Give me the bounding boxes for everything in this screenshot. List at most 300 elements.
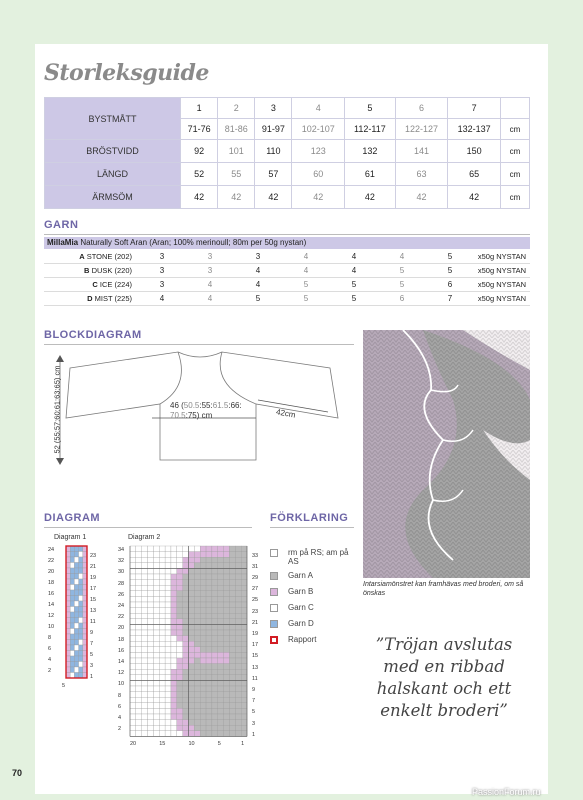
chart-cell	[200, 731, 206, 737]
row-number: 1	[252, 731, 256, 738]
chart-cell	[130, 624, 136, 630]
chart-cell	[241, 552, 247, 558]
chart-cell	[189, 636, 195, 642]
chart-cell	[200, 647, 206, 653]
yarn-name: STONE (202)	[86, 252, 132, 261]
yarn-brand: MillaMia	[47, 238, 79, 247]
chart-cell	[130, 708, 136, 714]
chart-cell	[241, 568, 247, 574]
row-number: 8	[48, 635, 52, 641]
chart-cell	[148, 563, 154, 569]
chart-cell	[177, 563, 183, 569]
chart-cell	[79, 618, 83, 624]
chart-cell	[79, 568, 83, 574]
chart-cell	[235, 574, 241, 580]
chart-cell	[229, 630, 235, 636]
chart-cell	[241, 591, 247, 597]
chart-cell	[235, 692, 241, 698]
chart-cell	[183, 630, 189, 636]
chart-cell	[171, 585, 177, 591]
cell: 5	[378, 264, 426, 278]
chart-cell	[212, 652, 218, 658]
chart-cell	[194, 731, 200, 737]
cell: 6	[378, 292, 426, 306]
chart-cell	[159, 602, 165, 608]
blockdiagram-heading: BLOCKDIAGRAM	[44, 329, 142, 341]
chart-cell	[130, 591, 136, 597]
cell: 110	[255, 140, 292, 163]
cell: 60	[292, 163, 345, 186]
chart-cell	[70, 585, 74, 591]
chart-cell	[235, 596, 241, 602]
chart-cell	[79, 579, 83, 585]
chart-cell	[235, 552, 241, 558]
chart-cell	[153, 568, 159, 574]
chart-cell	[70, 574, 74, 580]
chart-cell	[194, 585, 200, 591]
chart-cell	[130, 680, 136, 686]
chart-cell	[235, 613, 241, 619]
row-number: 8	[118, 692, 122, 699]
chart-cell	[148, 658, 154, 664]
chart-cell	[130, 731, 136, 737]
chart-cell	[142, 720, 148, 726]
chart-cell	[142, 608, 148, 614]
chart-cell	[224, 680, 230, 686]
yarn-description: Naturally Soft Aran (Aran; 100% merinoull; 80m per 50g nystan)	[80, 238, 307, 247]
yarn-code: A	[79, 252, 85, 261]
chart-cell	[153, 664, 159, 670]
chart-cell	[194, 557, 200, 563]
chart-cell	[165, 652, 171, 658]
row-number: 16	[118, 647, 125, 654]
chart-cell	[241, 624, 247, 630]
chart-cell	[142, 731, 148, 737]
col-number: 20	[130, 741, 137, 748]
chart-cell	[224, 636, 230, 642]
chart-cell	[212, 641, 218, 647]
chart-cell	[74, 629, 78, 635]
chart-cell	[79, 629, 83, 635]
chart-cell	[212, 602, 218, 608]
row-number: 17	[90, 585, 97, 592]
chart-cell	[206, 552, 212, 558]
chart-cell	[200, 725, 206, 731]
chart-cell	[159, 731, 165, 737]
chart-cell	[224, 602, 230, 608]
chart-cell	[159, 714, 165, 720]
chart-cell	[153, 636, 159, 642]
chart-cell	[212, 731, 218, 737]
chart-cell	[200, 652, 206, 658]
chart-cell	[229, 636, 235, 642]
bust-value: 71-76	[181, 119, 218, 140]
chart-cell	[142, 658, 148, 664]
chart-cell	[159, 725, 165, 731]
chart-cell	[212, 647, 218, 653]
chart-cell	[235, 714, 241, 720]
chart-cell	[241, 680, 247, 686]
row-number: 32	[118, 558, 125, 565]
chart-cell	[235, 647, 241, 653]
chart-cell	[136, 731, 142, 737]
sleeve-measure: 42cm	[275, 407, 297, 420]
chart-cell	[212, 658, 218, 664]
cell: 42	[292, 186, 345, 209]
chart-cell	[136, 680, 142, 686]
chart-cell	[79, 574, 83, 580]
size-number: 3	[255, 98, 292, 119]
chart-cell	[218, 692, 224, 698]
chart-cell	[171, 658, 177, 664]
chart-cell	[136, 613, 142, 619]
chart-cell	[194, 574, 200, 580]
row-number: 19	[90, 574, 97, 581]
chart-cell	[229, 624, 235, 630]
chart-cell	[224, 703, 230, 709]
chart-cell	[206, 580, 212, 586]
chart-cell	[130, 697, 136, 703]
row-number: 15	[90, 596, 97, 603]
chart-cell	[165, 708, 171, 714]
length-measure: 52 (55:57:60:61:63:65) cm	[52, 365, 62, 454]
chart-cell	[200, 568, 206, 574]
cell: 4	[234, 264, 282, 278]
chart-cell	[142, 624, 148, 630]
chart-cell	[200, 720, 206, 726]
chart-cell	[235, 568, 241, 574]
chart-cell	[241, 703, 247, 709]
chart-cell	[142, 703, 148, 709]
chart-cell	[171, 580, 177, 586]
chart-cell	[206, 686, 212, 692]
cell: 5	[330, 292, 378, 306]
chart-cell	[148, 708, 154, 714]
chart-cell	[235, 563, 241, 569]
chart-cell	[241, 619, 247, 625]
chart-cell	[229, 552, 235, 558]
row-number: 14	[118, 659, 125, 665]
chart-cell	[189, 647, 195, 653]
chart-cell	[136, 596, 142, 602]
chart-cell	[130, 675, 136, 681]
chart-cell	[183, 546, 189, 552]
chart-cell	[148, 591, 154, 597]
chart-cell	[229, 725, 235, 731]
chart-cell	[171, 692, 177, 698]
chart-cell	[171, 596, 177, 602]
chart-cell	[148, 680, 154, 686]
chart-cell	[235, 708, 241, 714]
chart-cell	[200, 664, 206, 670]
chart-cell	[206, 703, 212, 709]
chart-cell	[177, 585, 183, 591]
chart-cell	[165, 602, 171, 608]
chart-cell	[183, 675, 189, 681]
chart-cell	[136, 669, 142, 675]
cell: 4	[186, 278, 234, 292]
chart-cell	[148, 596, 154, 602]
chart-cell	[177, 546, 183, 552]
chart-cell	[130, 608, 136, 614]
chart-cell	[218, 714, 224, 720]
chart-cell	[159, 647, 165, 653]
chart-cell	[74, 579, 78, 585]
yarn-name: DUSK (220)	[91, 266, 132, 275]
chart-cell	[136, 608, 142, 614]
chart-cell	[136, 591, 142, 597]
chart-cell	[165, 557, 171, 563]
chart-cell	[183, 697, 189, 703]
legend-heading: FÖRKLARING	[270, 512, 349, 524]
chart-cell	[159, 692, 165, 698]
chart-cell	[79, 552, 83, 558]
chart-cell	[241, 630, 247, 636]
chart-cell	[200, 703, 206, 709]
chart-cell	[177, 669, 183, 675]
chart-cell	[194, 636, 200, 642]
chart-cell	[235, 720, 241, 726]
chart-cell	[79, 645, 83, 651]
chart-cell	[70, 579, 74, 585]
chart-cell	[153, 641, 159, 647]
chart-cell	[148, 664, 154, 670]
chart-cell	[200, 680, 206, 686]
chart-cell	[189, 613, 195, 619]
chart-cell	[171, 680, 177, 686]
chart-cell	[218, 647, 224, 653]
chart-cell	[148, 703, 154, 709]
chart-cell	[70, 607, 74, 613]
chart-cell	[212, 680, 218, 686]
chart-cell	[165, 725, 171, 731]
chart-cell	[159, 641, 165, 647]
row-label: ÄRMSÖM	[45, 186, 181, 209]
cell: 6	[426, 278, 474, 292]
chart-cell	[148, 546, 154, 552]
cell: 132	[345, 140, 396, 163]
chart-cell	[212, 580, 218, 586]
chart-cell	[74, 601, 78, 607]
chart-cell	[229, 641, 235, 647]
chart-cell	[229, 692, 235, 698]
chart-cell	[241, 608, 247, 614]
chart-cell	[212, 591, 218, 597]
chart-cell	[194, 568, 200, 574]
chart-cell	[153, 563, 159, 569]
chart-cell	[194, 647, 200, 653]
chart-cell	[212, 613, 218, 619]
chart-cell	[142, 692, 148, 698]
chart-cell	[224, 669, 230, 675]
chart-cell	[165, 591, 171, 597]
chart-cell	[200, 591, 206, 597]
chart-cell	[159, 636, 165, 642]
chart-cell	[171, 613, 177, 619]
chart-cell	[194, 714, 200, 720]
chart-cell	[148, 641, 154, 647]
chart-cell	[136, 574, 142, 580]
size-number: 4	[292, 98, 345, 119]
chart-cell	[70, 645, 74, 651]
row-number: 27	[252, 586, 259, 593]
yarn-name: ICE (224)	[99, 280, 132, 289]
row-number: 30	[118, 569, 125, 576]
chart-cell	[130, 552, 136, 558]
chart-cell	[165, 585, 171, 591]
cell: 4	[330, 264, 378, 278]
col-number: 5	[62, 683, 66, 689]
chart-cell	[241, 574, 247, 580]
chart-cell	[229, 546, 235, 552]
chart-cell	[177, 630, 183, 636]
chart-cell	[153, 658, 159, 664]
chart-cell	[229, 680, 235, 686]
chart-cell	[136, 697, 142, 703]
chart-cell	[153, 652, 159, 658]
chart-cell	[74, 623, 78, 629]
row-number: 22	[48, 558, 55, 564]
chart-cell	[159, 580, 165, 586]
chart-cell	[177, 731, 183, 737]
chart-cell	[177, 708, 183, 714]
swatch-garn-c	[270, 604, 278, 612]
chart-cell	[229, 591, 235, 597]
cell: 4	[186, 292, 234, 306]
row-number: 23	[90, 552, 97, 559]
chart-cell	[130, 563, 136, 569]
row-number: 18	[48, 580, 55, 586]
chart-cell	[136, 580, 142, 586]
row-number: 4	[118, 715, 122, 721]
chart-cell	[70, 667, 74, 673]
chart-cell	[153, 580, 159, 586]
chart-cell	[171, 602, 177, 608]
row-number: 11	[252, 675, 258, 682]
cell: 42	[448, 186, 501, 209]
chart-cell	[165, 703, 171, 709]
chart-cell	[241, 652, 247, 658]
chart-cell	[74, 607, 78, 613]
chart-cell	[224, 731, 230, 737]
chart-cell	[177, 652, 183, 658]
chart-cell	[224, 552, 230, 558]
chart-cell	[206, 630, 212, 636]
chart-cell	[218, 563, 224, 569]
chart-cell	[235, 546, 241, 552]
chart-cell	[70, 623, 74, 629]
chart-cell	[194, 720, 200, 726]
chart-cell	[212, 585, 218, 591]
row-number: 34	[118, 547, 125, 553]
chart-cell	[177, 608, 183, 614]
chart-cell	[183, 619, 189, 625]
chart-cell	[224, 720, 230, 726]
chart-cell	[153, 647, 159, 653]
row-number: 18	[118, 636, 125, 643]
cell: 5	[426, 264, 474, 278]
chart-cell	[153, 686, 159, 692]
chart-cell	[136, 714, 142, 720]
chart-cell	[130, 692, 136, 698]
chart-cell	[136, 585, 142, 591]
chart-cell	[148, 557, 154, 563]
chart-cell	[183, 731, 189, 737]
chart-cell	[189, 563, 195, 569]
cell: 4	[138, 292, 186, 306]
chart-cell	[229, 608, 235, 614]
chart-cell	[189, 669, 195, 675]
chart-cell	[153, 613, 159, 619]
chart-cell	[171, 720, 177, 726]
chart-cell	[206, 563, 212, 569]
chart-cell	[189, 608, 195, 614]
cell: 3	[138, 250, 186, 264]
chart-cell	[241, 731, 247, 737]
yarn-code: B	[84, 266, 90, 275]
row-number: 17	[252, 642, 259, 649]
chart-cell	[165, 697, 171, 703]
chart-cell	[142, 669, 148, 675]
cell: 3	[186, 250, 234, 264]
chart-cell	[229, 557, 235, 563]
chart-cell	[241, 557, 247, 563]
diagram2-label: Diagram 2	[128, 534, 161, 541]
row-number: 1	[90, 673, 94, 680]
cell: 4	[330, 250, 378, 264]
chart-cell	[183, 613, 189, 619]
chart-cell	[142, 664, 148, 670]
chart-cell	[218, 680, 224, 686]
chart-cell	[212, 557, 218, 563]
chart-cell	[79, 590, 83, 596]
chart-cell	[194, 692, 200, 698]
bust-value: 102-107	[292, 119, 345, 140]
chart-cell	[165, 563, 171, 569]
yarn-heading: GARN	[44, 219, 79, 231]
chart-cell	[218, 630, 224, 636]
chart-cell	[136, 602, 142, 608]
page-number: 70	[12, 768, 23, 778]
row-number: 13	[252, 664, 259, 671]
chart-cell	[142, 585, 148, 591]
cell: 5	[234, 292, 282, 306]
chart-cell	[212, 669, 218, 675]
row-number: 21	[252, 619, 259, 626]
chart-cell	[171, 546, 177, 552]
chart-cell	[241, 664, 247, 670]
chart-cell	[142, 680, 148, 686]
row-number: 6	[118, 703, 122, 710]
chart-cell	[206, 591, 212, 597]
chart-cell	[74, 673, 78, 679]
chart-cell	[165, 658, 171, 664]
chart-cell	[229, 669, 235, 675]
chart-cell	[235, 557, 241, 563]
chart-cell	[136, 636, 142, 642]
chart-cell	[183, 568, 189, 574]
row-number: 13	[90, 607, 97, 614]
chart-cell	[194, 669, 200, 675]
watermark: PassionForum.ru	[472, 787, 541, 797]
col-number: 1	[241, 741, 245, 748]
chart-cell	[235, 585, 241, 591]
chart-cell	[183, 686, 189, 692]
chart-cell	[218, 580, 224, 586]
cell: 5	[330, 278, 378, 292]
chart-cell	[183, 692, 189, 698]
chart-cell	[70, 640, 74, 646]
